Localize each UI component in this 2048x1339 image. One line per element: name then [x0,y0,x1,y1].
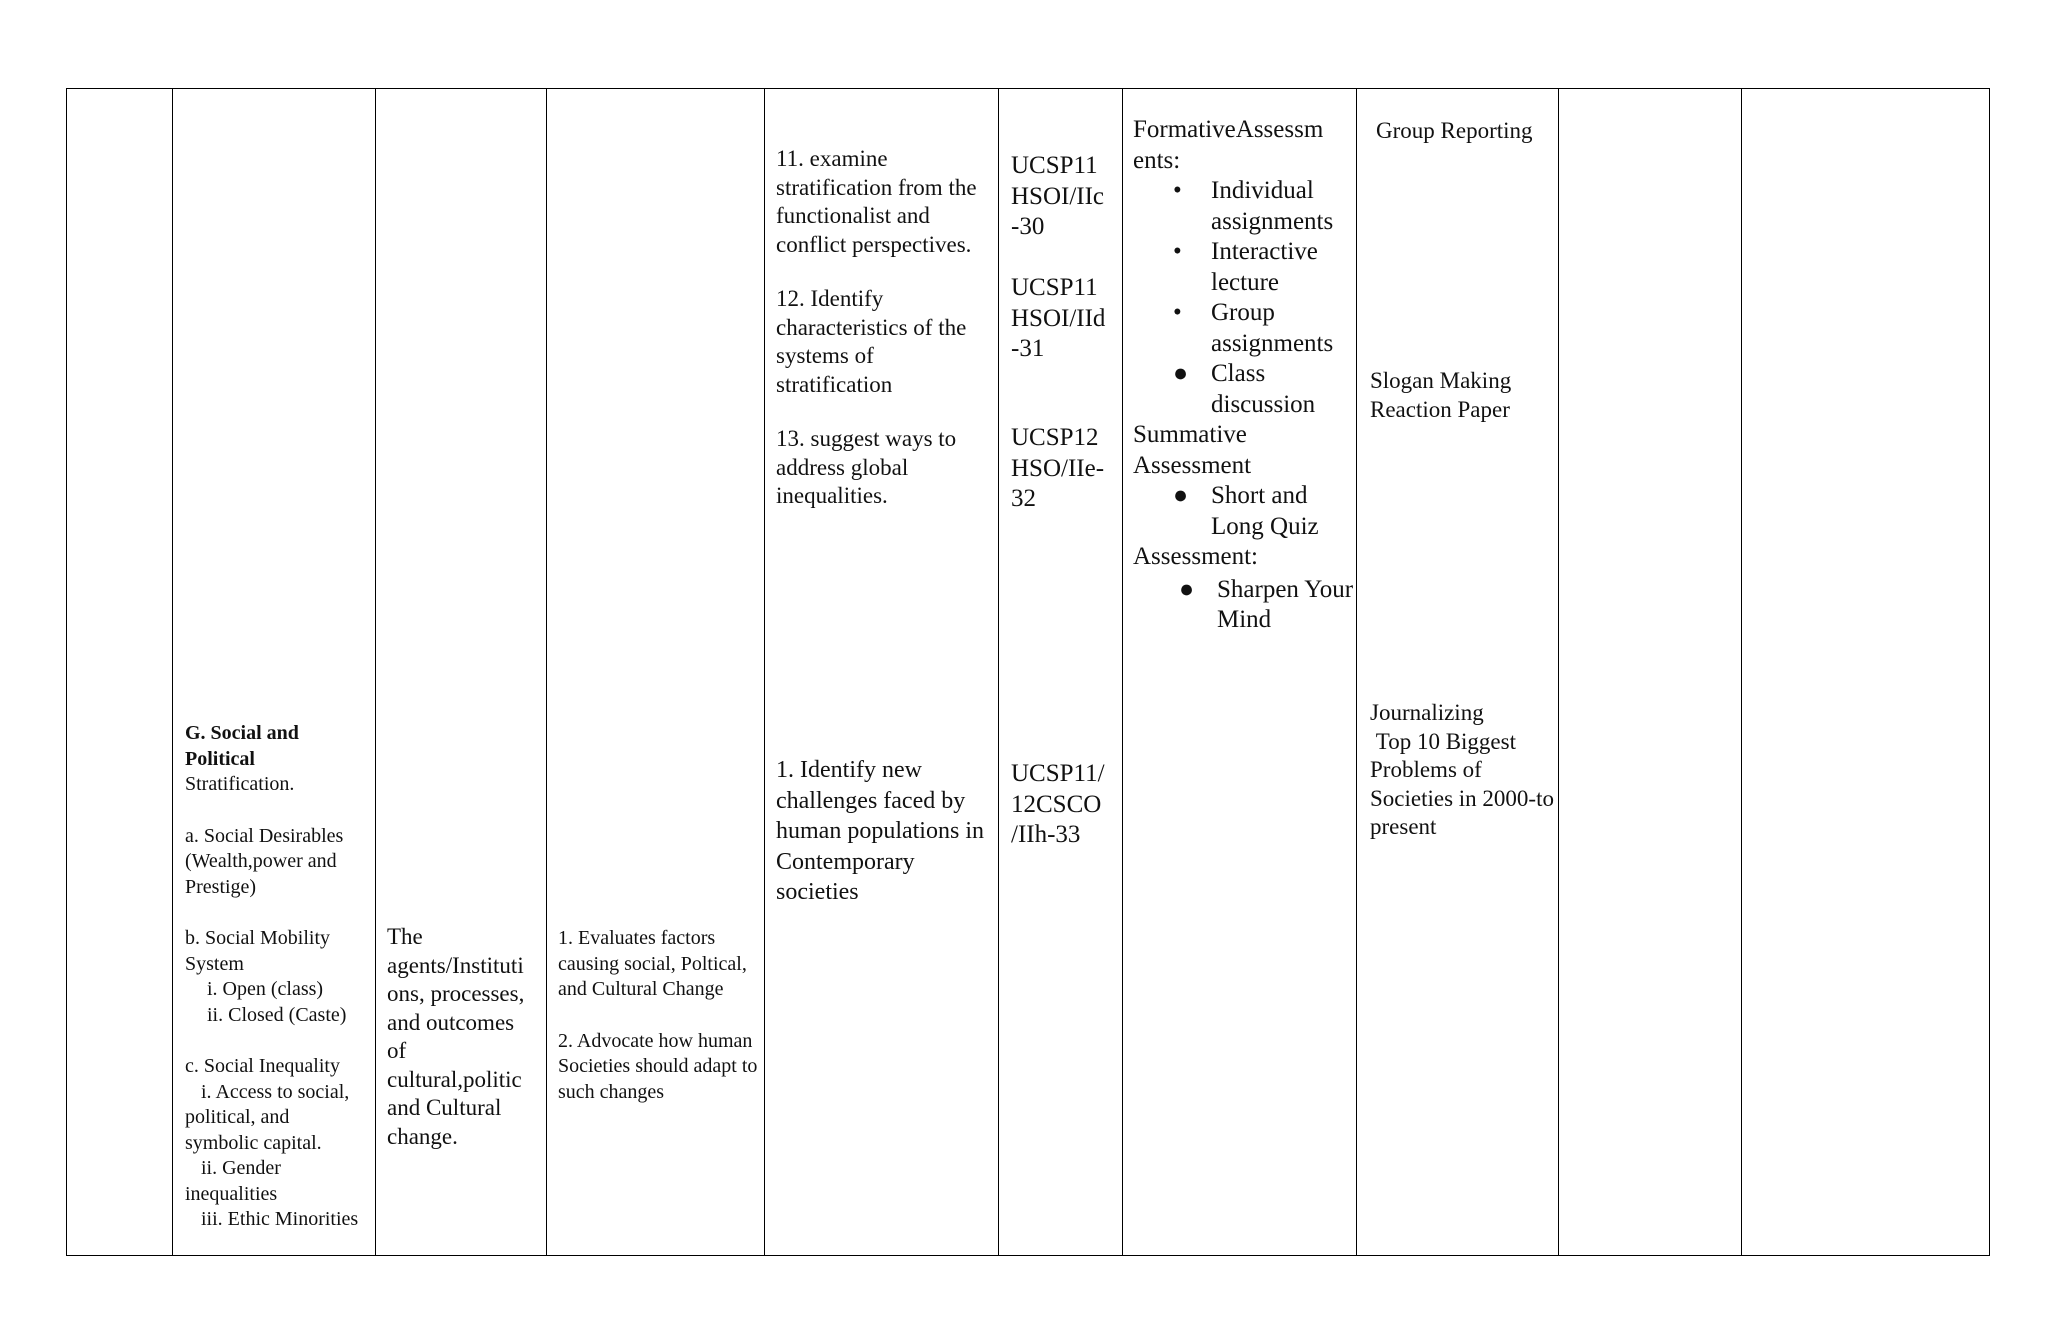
assessment-cell [1133,115,1355,636]
bullet-icon: ● [1173,482,1189,509]
competency-item-1: 1. Evaluates factors causing social, Poltical, and Cultural Change [558,927,747,1000]
code-31: UCSP11 HSOI/IId -31 [1011,274,1106,362]
list-item: • Interactive lecture [1173,238,1318,296]
bullet-icon: • [1173,299,1182,326]
bullet-icon: • [1173,177,1182,204]
column-divider [546,89,547,1255]
top10-label: Top 10 Biggest Problems of Societies in 2000-to present [1370,728,1560,839]
column-divider [1558,89,1559,1255]
competency-item-2: 2. Advocate how human Societies should adapt to such changes [558,1029,758,1103]
group-reporting-label: Group Reporting [1376,118,1533,143]
competency-12: 12. Identify characteristics of the systems of stratification [776,286,967,397]
code-cell-2 [1011,273,1119,365]
slogan-label: Slogan Making [1370,368,1512,393]
content-heading-rest: Stratification. [185,773,295,795]
curriculum-table [66,88,1990,1256]
social-inequality-title: c. Social Inequality [185,1055,340,1077]
list-item: • Individual assignments [1173,177,1334,235]
learning-competencies-cell [776,145,994,511]
code-cell-1 [1011,151,1119,243]
social-mobility-title: b. Social Mobility System [185,927,330,975]
reaction-label: Reaction Paper [1370,396,1510,422]
formative-title: FormativeAssessm ents: [1133,116,1324,174]
activity-journalizing [1370,699,1560,842]
code-32: UCSP12 HSO/IIe-32 [1011,424,1105,512]
column-divider [998,89,999,1255]
social-mobility-open: i. Open (class) [207,978,324,1000]
list-item: • Group assignments [1173,299,1334,357]
journalizing-label: Journalizing [1370,700,1484,725]
column-divider [1741,89,1742,1255]
code-33: UCSP11/ 12CSCO /IIh-33 [1011,760,1105,848]
column-divider [172,89,173,1255]
learning-competencies-cell-2 [776,755,996,908]
code-cell-4 [1011,759,1119,851]
content-heading: G. Social and Political [185,722,299,770]
bullet-icon: ● [1179,575,1195,603]
assessment-title: Assessment: [1133,543,1258,570]
social-mobility-closed: ii. Closed (Caste) [207,1003,347,1026]
code-cell-3 [1011,423,1119,515]
social-inequality-access: i. Access to social, political, and symbolic capital. [185,1080,350,1154]
column-divider [375,89,376,1255]
content-cell [185,721,365,1233]
column-divider [1122,89,1123,1255]
formative-list [1133,176,1355,420]
list-item: ● Sharpen Your Mind [1179,575,1354,633]
standard-text: The agents/Instituti ons, processes, and outcomes of cultural,politic and Cultural change. [387,924,525,1149]
social-desirables: a. Social Desirables (Wealth,power and Prestige) [185,824,344,898]
competency-13: 13. suggest ways to address global inequalities. [776,426,957,508]
summative-list [1133,481,1355,542]
activity-group-reporting [1370,117,1554,146]
competency-11: 11. examine stratification from the functionalist and conflict perspectives. [776,146,977,257]
competency-cell [558,926,758,1105]
list-item: ● Class discussion [1173,360,1316,418]
assessment-list [1133,575,1355,636]
summative-title: Summative Assessment [1133,421,1252,479]
column-divider [764,89,765,1255]
bullet-icon: ● [1173,360,1189,387]
list-item: ● Short and Long Quiz [1173,482,1319,540]
social-inequality-gender: ii. Gender inequalities [185,1157,281,1205]
bullet-icon: • [1173,238,1182,265]
code-30: UCSP11 HSOI/IIc -30 [1011,152,1105,240]
competency-new-challenges: 1. Identify new challenges faced by human populations in Contemporary societies [776,757,984,905]
column-divider [1356,89,1357,1255]
standard-cell [387,923,537,1151]
social-inequality-ethnic: iii. Ethic Minorities [201,1208,359,1230]
activity-slogan [1370,367,1554,424]
